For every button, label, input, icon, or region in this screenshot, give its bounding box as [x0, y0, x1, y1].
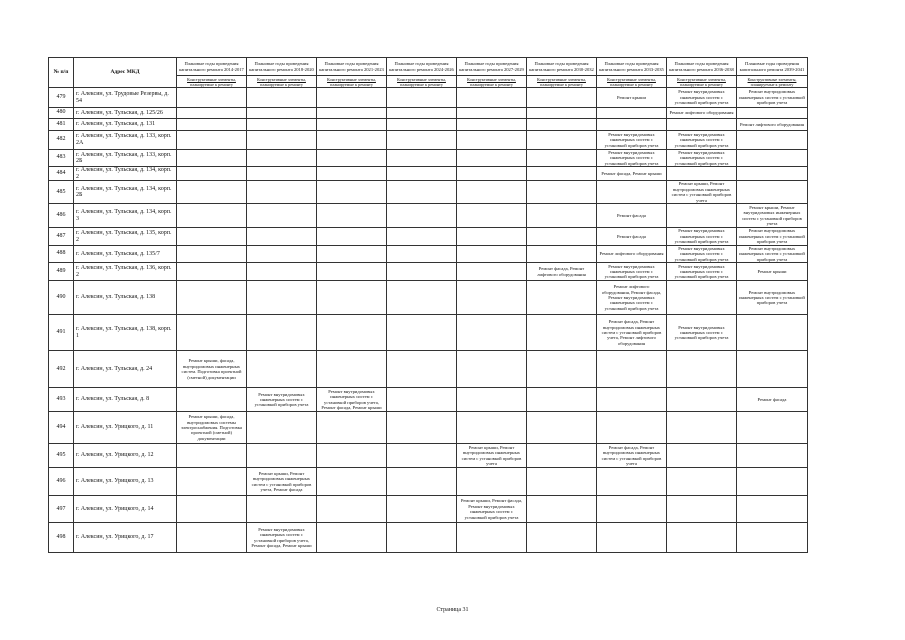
repair-cell: [317, 108, 387, 119]
repair-cell: [177, 444, 247, 468]
repair-cell: [527, 119, 597, 131]
table-row: [49, 181, 808, 204]
repair-cell: [597, 119, 667, 131]
table-row: [49, 468, 808, 496]
header-sub: Конструктивные элементы, планируемые к ремонту: [387, 76, 457, 88]
repair-cell: Ремонт лифтового оборудования: [597, 246, 667, 263]
repair-cell: [737, 351, 808, 388]
repair-cell: Ремонт внутридомовых инженерных систем с установкой приборов учета: [667, 88, 737, 108]
repair-cell: [527, 88, 597, 108]
repair-cell: [737, 167, 808, 181]
table-row: [49, 523, 808, 553]
repair-cell: [527, 108, 597, 119]
repair-cell: [387, 228, 457, 246]
repair-cell: [527, 181, 597, 204]
row-number: 494: [49, 412, 74, 444]
repair-cell: [737, 131, 808, 150]
row-address: г. Алексин, ул. Тульская, д. 8: [74, 388, 177, 412]
repair-cell: Ремонт крыши, Ремонт внутридомовых инженерных систем с установкой приборов учета, Ремонт фасада: [247, 468, 317, 496]
repair-cell: [317, 281, 387, 315]
repair-cell: [317, 351, 387, 388]
repair-cell: [177, 496, 247, 523]
repair-cell: [667, 351, 737, 388]
row-number: 495: [49, 444, 74, 468]
repair-cell: Ремонт внутридомовых инженерных систем с установкой приборов учета: [667, 150, 737, 167]
repair-cell: [527, 468, 597, 496]
repair-cell: Ремонт крыши, Ремонт внутридомовых инженерных систем с установкой приборов учета: [457, 444, 527, 468]
repair-cell: [527, 228, 597, 246]
repair-cell: [317, 263, 387, 281]
header-period: Плановые годы проведения капитального ремонта 2024-2026: [387, 58, 457, 76]
repair-cell: Ремонт крыши, фасада, внутридомовых инженерных систем. Подготовка проектной (сметной) документации: [177, 351, 247, 388]
repair-cell: [177, 108, 247, 119]
repair-cell: [317, 523, 387, 553]
repair-cell: [737, 412, 808, 444]
repair-cell: Ремонт фасада: [597, 228, 667, 246]
header-period: Плановые годы проведения капитального ремонта 2039-2041: [737, 58, 808, 76]
row-number: 498: [49, 523, 74, 553]
row-address: г. Алексин, ул. Тульская, д. 133, корп. 2А: [74, 131, 177, 150]
repair-cell: [667, 444, 737, 468]
repair-cell: [527, 444, 597, 468]
repair-cell: [387, 131, 457, 150]
table-row: [49, 108, 808, 119]
table-row: [49, 388, 808, 412]
header-period: Плановые годы проведения капитального ремонта 2030-2032: [527, 58, 597, 76]
repair-cell: [457, 119, 527, 131]
table-row: [49, 315, 808, 351]
repair-cell: [597, 412, 667, 444]
repair-cell: [317, 119, 387, 131]
table-body: [49, 88, 808, 553]
repair-cell: [597, 496, 667, 523]
repair-cell: [247, 246, 317, 263]
repair-cell: Ремонт внутридомовых инженерных систем с установкой приборов учета: [667, 131, 737, 150]
repair-cell: [177, 131, 247, 150]
header-sub: Конструктивные элементы, планируемые к ремонту: [597, 76, 667, 88]
repair-cell: Ремонт внутридомовых инженерных систем с установкой приборов учета: [597, 150, 667, 167]
repair-cell: [597, 388, 667, 412]
row-number: 485: [49, 181, 74, 204]
repair-cell: [387, 181, 457, 204]
repair-cell: [247, 281, 317, 315]
repair-cell: [177, 119, 247, 131]
repair-cell: Ремонт фасада, Ремонт крыши: [597, 167, 667, 181]
repair-cell: [527, 281, 597, 315]
repair-cell: [387, 119, 457, 131]
repair-cell: [247, 119, 317, 131]
header-num: № п/п: [49, 58, 74, 88]
row-address: г. Алексин, ул. Тульская, д. 134, корп. 2: [74, 167, 177, 181]
repair-cell: [317, 444, 387, 468]
repair-cell: [177, 315, 247, 351]
table-row: [49, 351, 808, 388]
repair-cell: [457, 131, 527, 150]
repair-cell: Ремонт крыши, Ремонт внутридомовых инженерных систем с установкой приборов учета: [737, 204, 808, 228]
header-period: Плановые годы проведения капитального ремонта 2033-2035: [597, 58, 667, 76]
repair-cell: [737, 444, 808, 468]
repair-cell: [387, 351, 457, 388]
table-row: [49, 150, 808, 167]
row-address: г. Алексин, ул. Трудовые Резервы, д. 54: [74, 88, 177, 108]
row-number: 484: [49, 167, 74, 181]
repair-cell: [247, 181, 317, 204]
header-sub: Конструктивные элементы, планируемые к ремонту: [667, 76, 737, 88]
table-row: [49, 281, 808, 315]
header-period: Плановые годы проведения капитального ремонта 2036-2038: [667, 58, 737, 76]
repair-cell: [527, 496, 597, 523]
repair-cell: Ремонт фасада: [737, 388, 808, 412]
header-sub: Конструктивные элементы, планируемые к ремонту: [247, 76, 317, 88]
repair-cell: [247, 167, 317, 181]
repair-cell: Ремонт крыши, фасада, внутридомовых системы электроснабжения. Подготовка проектной (сметной) документации: [177, 412, 247, 444]
repair-cell: [247, 263, 317, 281]
row-address: г. Алексин, ул. Тульская, д. 136, корп. 2: [74, 263, 177, 281]
header-sub: Конструктивные элементы, планируемые к ремонту: [527, 76, 597, 88]
row-address: г. Алексин, ул. Урицкого, д. 12: [74, 444, 177, 468]
repair-cell: [457, 351, 527, 388]
row-address: г. Алексин, ул. Урицкого, д. 11: [74, 412, 177, 444]
row-number: 490: [49, 281, 74, 315]
repair-cell: [457, 412, 527, 444]
page-number: Страница 31: [436, 607, 469, 613]
capital-repair-table: [48, 57, 808, 553]
repair-cell: [317, 246, 387, 263]
repair-cell: Ремонт внутридомовых инженерных систем с установкой приборов учета: [667, 315, 737, 351]
repair-cell: [387, 523, 457, 553]
repair-cell: [317, 496, 387, 523]
repair-cell: [667, 412, 737, 444]
row-number: 486: [49, 204, 74, 228]
repair-cell: [177, 150, 247, 167]
repair-cell: [247, 315, 317, 351]
repair-cell: [457, 108, 527, 119]
repair-cell: [667, 167, 737, 181]
repair-cell: [457, 468, 527, 496]
repair-cell: [527, 167, 597, 181]
repair-cell: [737, 108, 808, 119]
row-number: 483: [49, 150, 74, 167]
row-number: 481: [49, 119, 74, 131]
repair-cell: Ремонт лифтового оборудования: [737, 119, 808, 131]
header-period: Плановые годы проведения капитального ремонта 2018-2020: [247, 58, 317, 76]
repair-cell: Ремонт внутридомовых инженерных систем с установкой приборов учета: [597, 131, 667, 150]
repair-cell: [247, 204, 317, 228]
header-sub: Конструктивные элементы, планируемые к ремонту: [177, 76, 247, 88]
repair-cell: Ремонт крыши, Ремонт внутридомовых инженерных систем с установкой приборов учета: [667, 181, 737, 204]
header-period: Плановые годы проведения капитального ремонта 2027-2029: [457, 58, 527, 76]
repair-cell: Ремонт внутридомовых инженерных систем с установкой приборов учета: [667, 246, 737, 263]
repair-cell: [317, 167, 387, 181]
repair-cell: [457, 204, 527, 228]
repair-cell: [667, 281, 737, 315]
row-number: 491: [49, 315, 74, 351]
repair-cell: Ремонт внутридомовых инженерных систем с установкой приборов учета: [737, 228, 808, 246]
row-address: г. Алексин, ул. Тульская, д. 125/26: [74, 108, 177, 119]
repair-cell: [317, 228, 387, 246]
repair-cell: [177, 523, 247, 553]
repair-cell: [457, 281, 527, 315]
row-address: г. Алексин, ул. Тульская, д. 131: [74, 119, 177, 131]
header-address: Адрес МКД: [74, 58, 177, 88]
repair-cell: [597, 468, 667, 496]
repair-cell: [317, 150, 387, 167]
header-sub: Конструктивные элементы, планируемые к ремонту: [737, 76, 808, 88]
row-number: 493: [49, 388, 74, 412]
repair-cell: [247, 108, 317, 119]
repair-cell: [247, 412, 317, 444]
table-header: [49, 58, 808, 88]
repair-cell: Ремонт крыши: [737, 263, 808, 281]
repair-cell: [387, 496, 457, 523]
repair-cell: [737, 315, 808, 351]
repair-cell: [667, 523, 737, 553]
repair-cell: Ремонт крыши: [597, 88, 667, 108]
repair-cell: [457, 388, 527, 412]
repair-cell: [457, 150, 527, 167]
repair-cell: [527, 351, 597, 388]
repair-cell: [317, 315, 387, 351]
table-row: [49, 263, 808, 281]
repair-cell: [247, 228, 317, 246]
repair-cell: [457, 315, 527, 351]
repair-cell: [527, 246, 597, 263]
header-sub: Конструктивные элементы, планируемые к ремонту: [457, 76, 527, 88]
table-row: [49, 246, 808, 263]
repair-cell: [457, 181, 527, 204]
repair-cell: Ремонт внутридомовых инженерных систем с установкой приборов учета: [737, 88, 808, 108]
row-number: 479: [49, 88, 74, 108]
repair-cell: [387, 88, 457, 108]
row-address: г. Алексин, ул. Тульская, д. 138: [74, 281, 177, 315]
header-period: Плановые годы проведения капитального ремонта 2014-2017: [177, 58, 247, 76]
table-row: [49, 88, 808, 108]
repair-cell: [177, 388, 247, 412]
repair-cell: [317, 204, 387, 228]
row-address: г. Алексин, ул. Тульская, д. 138, корп. 1: [74, 315, 177, 351]
repair-cell: [247, 496, 317, 523]
row-address: г. Алексин, ул. Тульская, д. 134, корп. 2Б: [74, 181, 177, 204]
repair-cell: [527, 150, 597, 167]
row-number: 482: [49, 131, 74, 150]
repair-cell: Ремонт внутридомовых инженерных систем с установкой приборов учета: [667, 228, 737, 246]
repair-cell: Ремонт внутридомовых инженерных систем с установкой приборов учета: [247, 388, 317, 412]
repair-cell: [667, 119, 737, 131]
repair-cell: [737, 468, 808, 496]
table-row: [49, 131, 808, 150]
repair-cell: Ремонт фасада, Ремонт внутридомовых инженерных систем с установкой приборов учета: [597, 444, 667, 468]
repair-cell: Ремонт лифтового оборудования: [667, 108, 737, 119]
table-row: [49, 496, 808, 523]
repair-cell: [177, 468, 247, 496]
repair-cell: [177, 281, 247, 315]
repair-cell: [387, 412, 457, 444]
repair-cell: [247, 88, 317, 108]
row-number: 497: [49, 496, 74, 523]
repair-cell: [177, 263, 247, 281]
table-row: [49, 167, 808, 181]
repair-cell: [667, 388, 737, 412]
repair-cell: Ремонт фасада, Ремонт внутридомовых инженерных систем с установкой приборов учета, Ремонт лифтового оборудования: [597, 315, 667, 351]
repair-cell: [177, 181, 247, 204]
repair-cell: [457, 167, 527, 181]
repair-cell: [667, 468, 737, 496]
repair-cell: [597, 523, 667, 553]
row-number: 496: [49, 468, 74, 496]
repair-cell: [387, 263, 457, 281]
repair-cell: [527, 523, 597, 553]
repair-cell: [177, 246, 247, 263]
repair-cell: [527, 412, 597, 444]
repair-cell: Ремонт внутридомовых инженерных систем с установкой приборов учета: [597, 263, 667, 281]
row-number: 489: [49, 263, 74, 281]
repair-cell: [527, 315, 597, 351]
header-period: Плановые годы проведения капитального ремонта 2021-2023: [317, 58, 387, 76]
repair-cell: Ремонт внутридомовых инженерных систем с установкой приборов учета: [737, 246, 808, 263]
repair-cell: [317, 468, 387, 496]
repair-cell: [177, 204, 247, 228]
repair-cell: [177, 167, 247, 181]
row-number: 492: [49, 351, 74, 388]
repair-cell: [247, 444, 317, 468]
repair-cell: [597, 181, 667, 204]
repair-cell: [387, 204, 457, 228]
repair-cell: [387, 150, 457, 167]
repair-cell: [317, 181, 387, 204]
repair-cell: [177, 228, 247, 246]
repair-cell: Ремонт лифтового оборудования, Ремонт фасада, Ремонт внутридомовых инженерных систем с установкой приборов учета: [597, 281, 667, 315]
table-row: [49, 412, 808, 444]
repair-cell: [667, 204, 737, 228]
row-number: 487: [49, 228, 74, 246]
repair-cell: [527, 131, 597, 150]
repair-cell: [387, 388, 457, 412]
row-address: г. Алексин, ул. Тульская, д. 135, корп. 2: [74, 228, 177, 246]
row-address: г. Алексин, ул. Тульская, д. 135/7: [74, 246, 177, 263]
repair-cell: Ремонт внутридомовых инженерных систем с установкой приборов учета: [737, 281, 808, 315]
repair-cell: Ремонт фасада, Ремонт лифтового оборудования: [527, 263, 597, 281]
repair-cell: [177, 88, 247, 108]
table-row: [49, 444, 808, 468]
repair-cell: [317, 131, 387, 150]
row-address: г. Алексин, ул. Тульская, д. 133, корп. 2Б: [74, 150, 177, 167]
table-row: [49, 204, 808, 228]
repair-cell: [317, 412, 387, 444]
repair-cell: [247, 351, 317, 388]
table-row: [49, 228, 808, 246]
row-number: 480: [49, 108, 74, 119]
repair-cell: [527, 204, 597, 228]
row-address: г. Алексин, ул. Урицкого, д. 14: [74, 496, 177, 523]
row-number: 488: [49, 246, 74, 263]
repair-cell: [317, 88, 387, 108]
repair-cell: [387, 315, 457, 351]
repair-cell: [527, 388, 597, 412]
repair-cell: [457, 263, 527, 281]
repair-cell: [457, 88, 527, 108]
repair-cell: [247, 131, 317, 150]
repair-cell: [597, 351, 667, 388]
repair-cell: Ремонт внутридомовых инженерных систем с установкой приборов учета: [667, 263, 737, 281]
repair-cell: [737, 150, 808, 167]
repair-cell: [457, 228, 527, 246]
repair-cell: [387, 108, 457, 119]
repair-cell: [457, 246, 527, 263]
repair-cell: [387, 281, 457, 315]
repair-cell: [387, 468, 457, 496]
repair-cell: [597, 108, 667, 119]
repair-cell: [387, 246, 457, 263]
repair-cell: Ремонт крыши, Ремонт фасада, Ремонт внутридомовых инженерных систем с установкой приборов учета: [457, 496, 527, 523]
repair-cell: [737, 496, 808, 523]
repair-cell: [457, 523, 527, 553]
repair-cell: [667, 496, 737, 523]
repair-cell: [247, 150, 317, 167]
repair-cell: [737, 523, 808, 553]
repair-cell: [387, 444, 457, 468]
repair-cell: Ремонт фасада: [597, 204, 667, 228]
repair-cell: Ремонт внутридомовых инженерных систем с установкой приборов учета, Ремонт фасада, Ремонт крыши: [247, 523, 317, 553]
header-row: [49, 58, 808, 76]
table-row: [49, 119, 808, 131]
row-address: г. Алексин, ул. Тульская, д. 24: [74, 351, 177, 388]
repair-cell: [387, 167, 457, 181]
header-sub: Конструктивные элементы, планируемые к ремонту: [317, 76, 387, 88]
row-address: г. Алексин, ул. Тульская, д. 134, корп. 3: [74, 204, 177, 228]
repair-cell: Ремонт внутридомовых инженерных систем с установкой приборов учета, Ремонт фасада, Ремонт крыши: [317, 388, 387, 412]
repair-cell: [737, 181, 808, 204]
row-address: г. Алексин, ул. Урицкого, д. 13: [74, 468, 177, 496]
row-address: г. Алексин, ул. Урицкого, д. 17: [74, 523, 177, 553]
